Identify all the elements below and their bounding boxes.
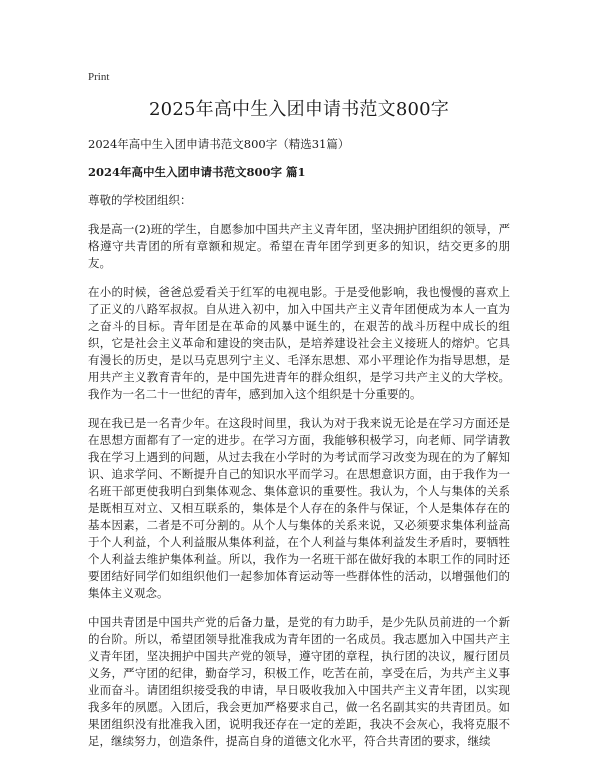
print-label: Print (88, 71, 110, 83)
greeting-line: 尊敬的学校团组织： (88, 193, 192, 207)
page-title: 2025年高中生入团申请书范文800字 (149, 99, 449, 120)
section-title: 2024年高中生入团申请书范文800字 篇1 (88, 165, 306, 179)
paragraph-intro: 我是高一(2)班的学生，自愿参加中国共产主义青年团，坚决拥护团组织的领导，严格遵守共青团的所有章额和规定。希望在青年团学到更多的知识，结交更多的朋友。 (88, 222, 510, 270)
paragraph-childhood: 在小的时候，爸爸总爱看关于红军的电视电影。于是受他影响，我也慢慢的喜欢上了正义的八路军叔叔。自从进入初中，加入中国共产主义青年团便成为本人一直为之奋斗的目标。青年团是在革命的风暴中诞生的，在艰苦的战斗历程中成长的组织，它是社会主义革命和建设的突击队，是培养建设社会主义接班人的熔炉。它具有漫长的历史，是以马克思列宁主义、毛泽东思想、邓小平理论作为指导思想，是用共产主义教育青年的，是中国先进青年的群众组织，是学习共产主义的大学校。我作为一名二十一世纪的青年，感到加入这个组织是十分重要的。 (88, 285, 510, 401)
paragraph-pledge: 中国共青团是中国共产党的后备力量，是党的有力助手，是少先队员前进的一个新的台阶。所以，希望团领导批准我成为青年团的一名成员。我志愿加入中国共产主义青年团，坚决拥护中国共产党的领导，遵守团的章程，执行团的决议，履行团员义务，严守团的纪律，勤奋学习，积极工作，吃苦在前，享受在后，为共产主义事业而奋斗。请团组织接受我的申请，早日吸收我加入中国共产主义青年团，以实现我多年的夙愿。入团后，我会更加严格要求自己，做一名名副其实的共青团员。如果团组织没有批准我入团，说明我还存在一定的差距，我决不会灰心，我将克服不足，继续努力，创造条件，提高自身的道德文化水平，符合共青团的要求，继续 (88, 615, 510, 748)
paragraph-progress: 现在我已是一名青少年。在这段时间里，我认为对于我来说无论是在学习方面还是在思想方面都有了一定的进步。在学习方面，我能够积极学习，向老师、同学请教我在学习上遇到的问题，从过去我在小学时的为考试而学习改变为现在的为了解知识、追求学问、不断提升自己的知识水平而学习。在思想意识方面，由于我作为一名班干部更使我明白到集体观念、集体意识的重要性。我认为，个人与集体的关系是既相互对立、又相互联系的，集体是个人存在的条件与保证，个人是集体存在的基本因素，二者是不可分割的。从个人与集体的关系来说，又必须要求集体利益高于个人利益，个人利益服从集体利益，在个人利益与集体利益发生矛盾时，要牺牲个人利益去维护集体利益。所以，我作为一名班干部在做好我的本职工作的同时还要团结好同学们如组织他们一起参加体育运动等一些群体性的活动，以增强他们的集体主义观念。 (88, 416, 510, 600)
document-subtitle: 2024年高中生入团申请书范文800字（精选31篇） (88, 137, 350, 151)
